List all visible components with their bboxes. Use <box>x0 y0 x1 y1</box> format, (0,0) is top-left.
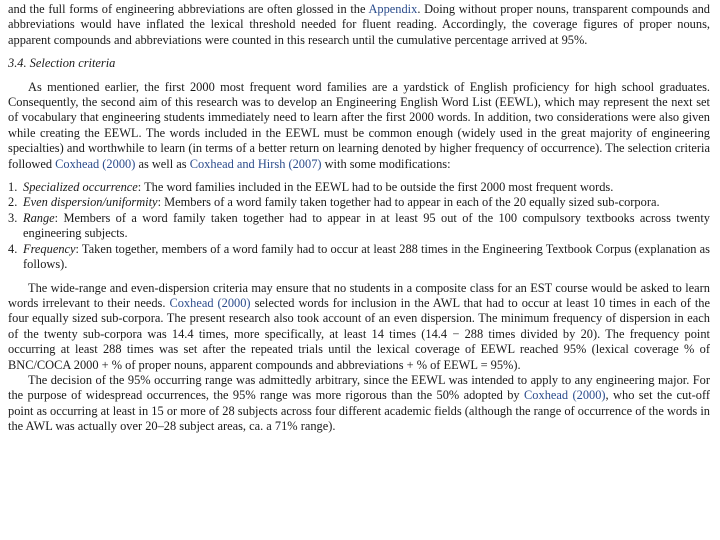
intro-text-1: and the full forms of engineering abbreviations are often glossed in the <box>8 2 369 16</box>
range-text-2: , who set the cut-off point as occurring at least in 15 or more of 28 subjects across four different academic fields (although the range of occurrence of the words in the AWL was actually over 20–28 subject areas, ca. a 71% range). <box>8 388 710 434</box>
criteria-term: Range <box>23 210 55 225</box>
criteria-number: 3. <box>8 210 18 225</box>
selection-paragraph <box>8 80 710 172</box>
dispersion-paragraph <box>8 281 710 373</box>
spacer <box>8 172 710 180</box>
criteria-description: : Taken together, members of a word family had to occur at least 288 times in the Engineering Textbook Corpus (explanation as follows). <box>23 241 710 272</box>
criteria-item <box>8 242 710 273</box>
coxhead-2000-link[interactable]: Coxhead (2000) <box>55 156 136 171</box>
intro-paragraph <box>8 2 710 48</box>
spacer <box>8 273 710 281</box>
criteria-item <box>8 180 710 195</box>
criteria-item <box>8 211 710 242</box>
range-text-1: The decision of the 95% occurring range was admittedly arbitrary, since the EEWL was intended to apply to any engineering major. For the purpose of widespread occurrences, the 95% range was more rigorous than the 50% adopted by <box>8 372 710 403</box>
dispersion-text-1: The wide-range and even-dispersion criteria may ensure that no students in a composite class for an EST course would be asked to learn words irrelevant to their needs. <box>8 280 710 310</box>
criteria-number: 1. <box>8 180 18 195</box>
criteria-number: 2. <box>8 195 18 210</box>
appendix-link[interactable]: Appendix <box>368 2 418 16</box>
criteria-description: : Members of a word family taken together had to appear in at least 95 out of the 100 compulsory textbooks across twenty engineering subjects. <box>23 210 710 241</box>
intro-text-2: . Doing without proper nouns, transparent compounds and abbreviations would have inflated the lexical threshold needed for fluent reading. Accordingly, the coverage figures of proper nouns, apparent compounds and abbreviations were counted in this research until the cumulative percentage arrived at 95%. <box>8 2 710 47</box>
coxhead-year-link[interactable]: (2000) <box>572 388 606 403</box>
section-heading: 3.4. Selection criteria <box>8 56 116 71</box>
coxhead-2000-link[interactable]: Coxhead (2000) <box>169 295 251 310</box>
coxhead-link[interactable]: Coxhead <box>524 388 569 403</box>
criteria-number: 4. <box>8 241 18 256</box>
range-paragraph <box>8 373 710 435</box>
criteria-term: Specialized occurrence <box>23 180 138 195</box>
dispersion-text-2: selected words for inclusion in the AWL that had to occur at least 10 times in each of the four equally sized sub-corpora. The present research also took account of an even dispersion. The minimum frequency of dispersion in each of the twenty sub-corpora was 14.4 times, more specifically, at least 14 times (14.4 − 288 times divided by 20). The frequency point occurring at least 288 times was set after the repeated trials until the lexical coverage of EEWL reached 95% (lexical coverage % of BNC/COCA 2000 + % of proper nouns, apparent compounds and abbreviations + % of EEWL = 95%). <box>8 295 710 372</box>
criteria-term: Even dispersion/uniformity <box>23 195 158 210</box>
selection-text-3: with some modifications: <box>321 156 451 171</box>
selection-text-1: As mentioned earlier, the first 2000 most frequent word families are a yardstick of English proficiency for high school graduates. Consequently, the second aim of this research was to develop an Engineering English Word List (EEWL), which may represent the next set of vocabulary that engineering students immediately need to learn after the first 2000 words. In addition, two considerations were also given while creating the EEWL. The words included in the EEWL must be common enough (widely used in the great majority of engineering specialties) and worthwhile to learn (in terms of a better return on learning denoted by higher frequency of occurrence). The selection criteria followed <box>8 79 710 171</box>
criteria-description: : The word families included in the EEWL had to be outside the first 2000 most frequent words. <box>137 180 614 195</box>
criteria-list <box>8 180 710 272</box>
selection-text-2: as well as <box>135 156 190 171</box>
criteria-description: : Members of a word family taken together had to appear in each of the 20 equally sized sub-corpora. <box>157 195 660 210</box>
coxhead-hirsh-2007-link[interactable]: Coxhead and Hirsh (2007) <box>189 156 322 171</box>
criteria-item <box>8 195 710 210</box>
criteria-term: Frequency <box>23 241 76 256</box>
